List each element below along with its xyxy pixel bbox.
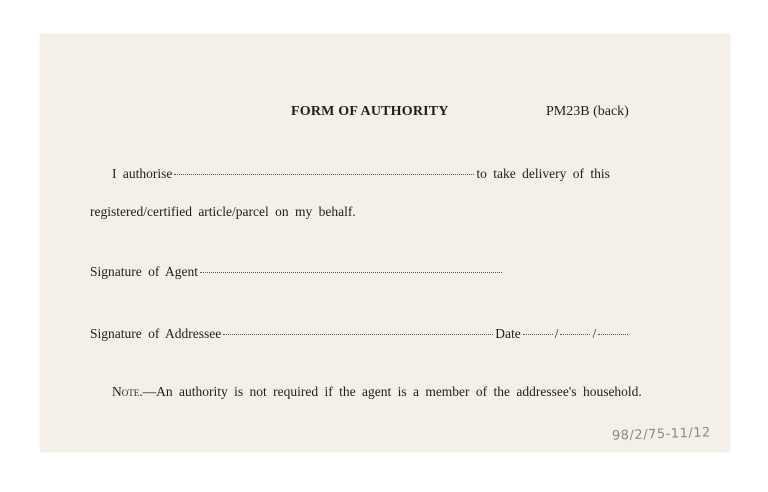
authorise-prefix: I authorise: [112, 166, 173, 181]
date-label: Date: [495, 326, 521, 341]
agent-signature-field: [200, 272, 502, 273]
authorise-line: [112, 166, 610, 182]
date-separator-1: /: [554, 326, 559, 341]
addressee-signature-label: Signature of Addressee: [90, 326, 222, 341]
agent-signature-label: Signature of Agent: [90, 264, 198, 279]
agent-name-field: [174, 174, 474, 175]
date-month-field: [560, 334, 590, 335]
addressee-signature-field: [223, 334, 493, 335]
agent-signature-line: [90, 264, 504, 280]
form-code: PM23B (back): [546, 104, 629, 119]
form-title: FORM OF AUTHORITY: [291, 104, 449, 119]
date-separator-2: /: [592, 326, 597, 341]
purpose-text: registered/certified article/parcel on my behalf.: [90, 204, 356, 219]
addressee-signature-line: [90, 326, 630, 342]
authorise-suffix: to take delivery of this: [476, 166, 610, 181]
date-year-field: [598, 334, 628, 335]
note-paragraph: [90, 384, 690, 400]
handwritten-reference: 98/2/75-11/12: [611, 425, 712, 444]
authority-form-card: [40, 34, 730, 452]
date-day-field: [523, 334, 553, 335]
note-text: —An authority is not required if the agent is a member of the addressee's household.: [142, 384, 642, 399]
purpose-line: [90, 204, 356, 220]
note-heading: Note.: [112, 384, 143, 399]
